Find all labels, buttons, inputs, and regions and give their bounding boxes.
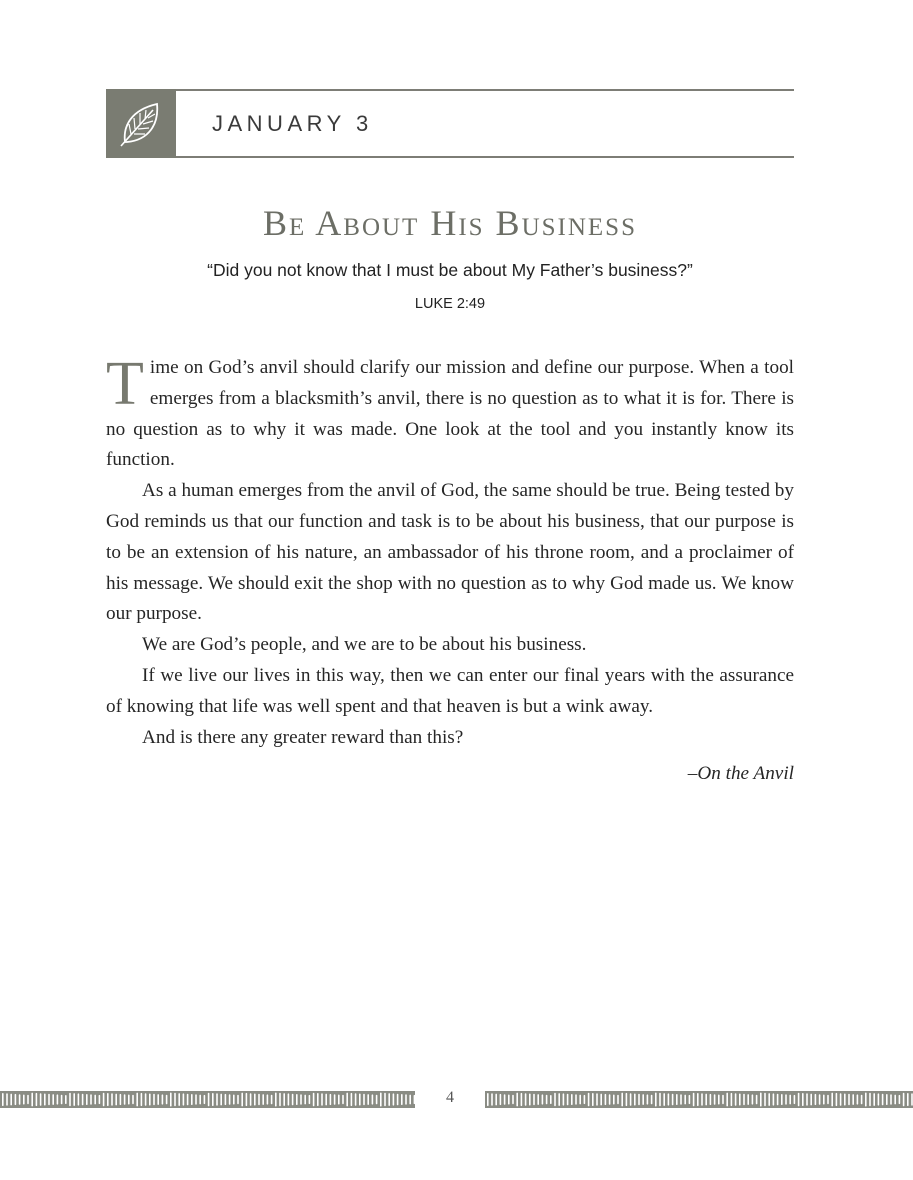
leaf-icon-box	[106, 89, 176, 158]
scripture-quote: “Did you not know that I must be about My Father’s business?”	[207, 260, 693, 280]
page-number: 4	[446, 1089, 454, 1106]
paragraph-2: As a human emerges from the anvil of God, the same should be true. Being tested by God reminds us that our function and task is to be about his business, that our purpose is to be an extension of his nature, an ambassador of his throne room, and a proclaimer of his message. We should exit the shop with no question as to why God made us. We know our purpose.	[106, 480, 794, 625]
devotional-body	[106, 350, 794, 753]
paragraph-1-text: ime on God’s anvil should clarify our mission and define our purpose. When a tool emerges from a blacksmith’s anvil, there is no question as to what it is for. There is no question as to why it was made. One look at the tool and you instantly know its function.	[106, 357, 794, 471]
drop-cap: T	[106, 350, 144, 418]
scripture-reference: LUKE 2:49	[414, 296, 486, 312]
leaf-icon	[115, 98, 167, 150]
footer-ornament-left	[0, 1091, 415, 1108]
page-title: Be About His Business	[262, 203, 637, 244]
paragraph-5: And is there any greater reward than this?	[142, 726, 464, 748]
paragraph-3: We are God’s people, and we are to be about his business.	[142, 634, 587, 656]
paragraph-1	[106, 350, 794, 476]
footer-ornament-right	[485, 1091, 913, 1108]
attribution: –On the Anvil	[687, 763, 794, 784]
date-header-bar	[106, 89, 794, 158]
paragraph-4: If we live our lives in this way, then we can enter our final years with the assurance of knowing that life was well spent and that heaven is but a wink away.	[106, 664, 794, 717]
date-label: JANUARY 3	[212, 111, 373, 136]
